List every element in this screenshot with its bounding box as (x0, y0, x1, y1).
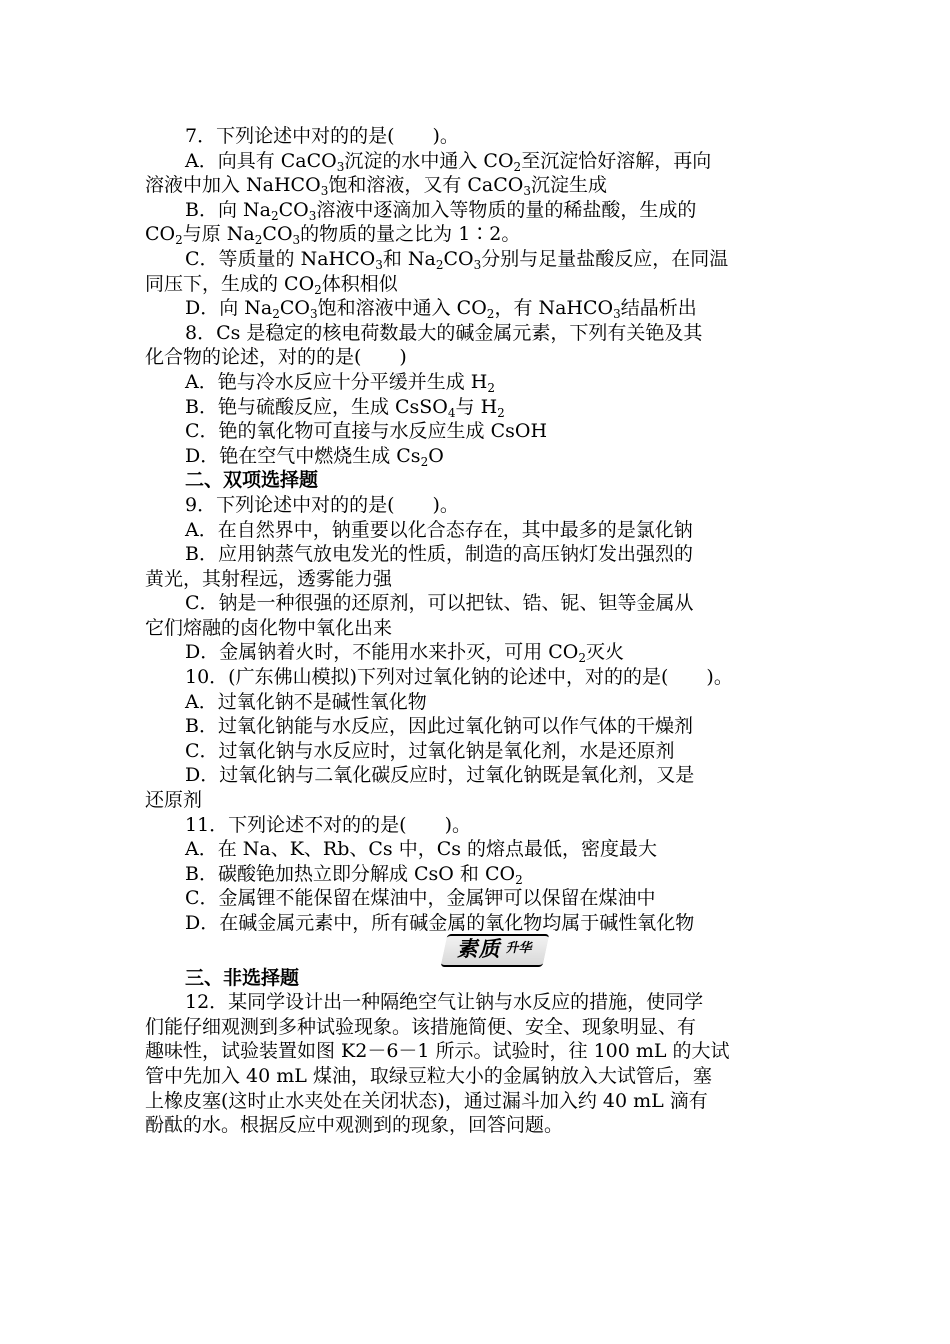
q10-option-a: A．过氧化钠不是碱性氧化物 (185, 690, 427, 713)
q9-option-c-line1: C．钠是一种很强的还原剂，可以把钛、锆、铌、钽等金属从 (185, 592, 694, 615)
q7-option-a-line2: 溶液中加入 NaHCO$_3$饱和溶液，又有 CaCO$_3$沉淀生成 (145, 174, 608, 199)
q8-stem-line1: 8．Cs 是稳定的核电荷数最大的碱金属元素，下列有关铯及其 (185, 321, 703, 344)
q12-line2: 们能仔细观测到多种试验现象。该措施简便、安全、现象明显、有 (145, 1015, 697, 1038)
q8-option-b: B．铯与硫酸反应，生成 CsSO$_4$与 $H_2$ (185, 395, 505, 420)
q9-option-a: A．在自然界中，钠重要以化合态存在，其中最多的是氯化钠 (185, 518, 693, 541)
q9-option-b-line2: 黄光，其射程远，透雾能力强 (145, 567, 393, 590)
q7-option-c-line1: C．等质量的 NaHCO$_3$和 $Na_2CO_3$分别与足量盐酸反应，在同温 (185, 247, 729, 272)
q12-line4: 管中先加入 40 mL 煤油，取绿豆粒大小的金属钠放入大试管后，塞 (145, 1064, 712, 1087)
badge-row (145, 936, 805, 966)
q8-option-c: C．铯的氧化物可直接与水反应生成 CsOH (185, 420, 548, 443)
section-heading-2: 二、双项选择题 (185, 469, 319, 492)
q7-stem: 7．下列论述中对的的是( )。 (185, 125, 459, 147)
q7-option-a-line1: A．向具有 CaCO$_3$沉淀的水中通入 $CO_2$至沉淀恰好溶解，再向 (185, 149, 712, 174)
q9-option-d: D．金属钠着火时，不能用水来扑灭，可用 $CO_2$灭火 (185, 641, 625, 666)
q8-option-d: D．铯在空气中燃烧生成 $Cs_2O$ (185, 444, 444, 469)
q9-stem: 9．下列论述中对的的是( )。 (185, 493, 459, 516)
q11-option-b: B．碳酸铯加热立即分解成 CsO 和 $CO_2$ (185, 862, 523, 887)
q8-stem-line2: 化合物的论述，对的的是( ) (145, 346, 407, 369)
document-page (145, 124, 805, 1138)
q10-option-b: B．过氧化钠能与水反应，因此过氧化钠可以作气体的干燥剂 (185, 715, 693, 738)
section-heading-3: 三、非选择题 (185, 966, 300, 989)
q7-option-d: D．向 $Na_2CO_3$饱和溶液中通入 $CO_2$，有 NaHCO$_3$结晶析出 (185, 297, 697, 322)
q7-option-c-line2: 同压下，生成的 $CO_2$体积相似 (145, 272, 398, 297)
q10-option-c: C．过氧化钠与水反应时，过氧化钠是氧化剂，水是还原剂 (185, 739, 675, 762)
q11-option-a: A．在 Na、K、Rb、Cs 中，Cs 的熔点最低，密度最大 (185, 838, 658, 861)
q8-option-a: A．铯与冷水反应十分平缓并生成 $H_2$ (185, 370, 495, 395)
q11-option-c: C．金属锂不能保留在煤油中，金属钾可以保留在煤油中 (185, 887, 656, 910)
q9-option-b-line1: B．应用钠蒸气放电发光的性质，制造的高压钠灯发出强烈的 (185, 543, 693, 566)
q12-line6: 酚酞的水。根据反应中观测到的现象，回答问题。 (145, 1114, 564, 1137)
q10-stem: 10．(广东佛山模拟)下列对过氧化钠的论述中，对的的是( )。 (185, 666, 733, 689)
quality-badge (441, 934, 550, 967)
q10-option-d-line1: D．过氧化钠与二氧化碳反应时，过氧化钠既是氧化剂，又是 (185, 764, 695, 787)
badge-sub-text: 升华 (504, 941, 534, 957)
q12-line3: 趣味性，试验装置如图 K2－6－1 所示。试验时，往 100 mL 的大试 (145, 1040, 730, 1063)
q9-option-c-line2: 它们熔融的卤化物中氧化出来 (145, 616, 393, 639)
q7-option-b-line1: B．向 $Na_2CO_3$溶液中逐滴加入等物质的量的稀盐酸，生成的 (185, 198, 697, 223)
q11-option-d: D．在碱金属元素中，所有碱金属的氧化物均属于碱性氧化物 (185, 912, 695, 934)
q12-line1: 12．某同学设计出一种隔绝空气让钠与水反应的措施，使同学 (185, 991, 704, 1014)
q11-stem: 11．下列论述不对的的是( )。 (185, 813, 472, 836)
q10-option-d-line2: 还原剂 (145, 789, 203, 812)
q7-option-b-line2: $CO_2$与原 $Na_2CO_3$的物质的量之比为 1∶2。 (145, 223, 521, 248)
q12-line5: 上橡皮塞(这时止水夹处在关闭状态)，通过漏斗加入约 40 mL 滴有 (145, 1089, 708, 1112)
badge-main-text: 素质 (455, 936, 506, 962)
